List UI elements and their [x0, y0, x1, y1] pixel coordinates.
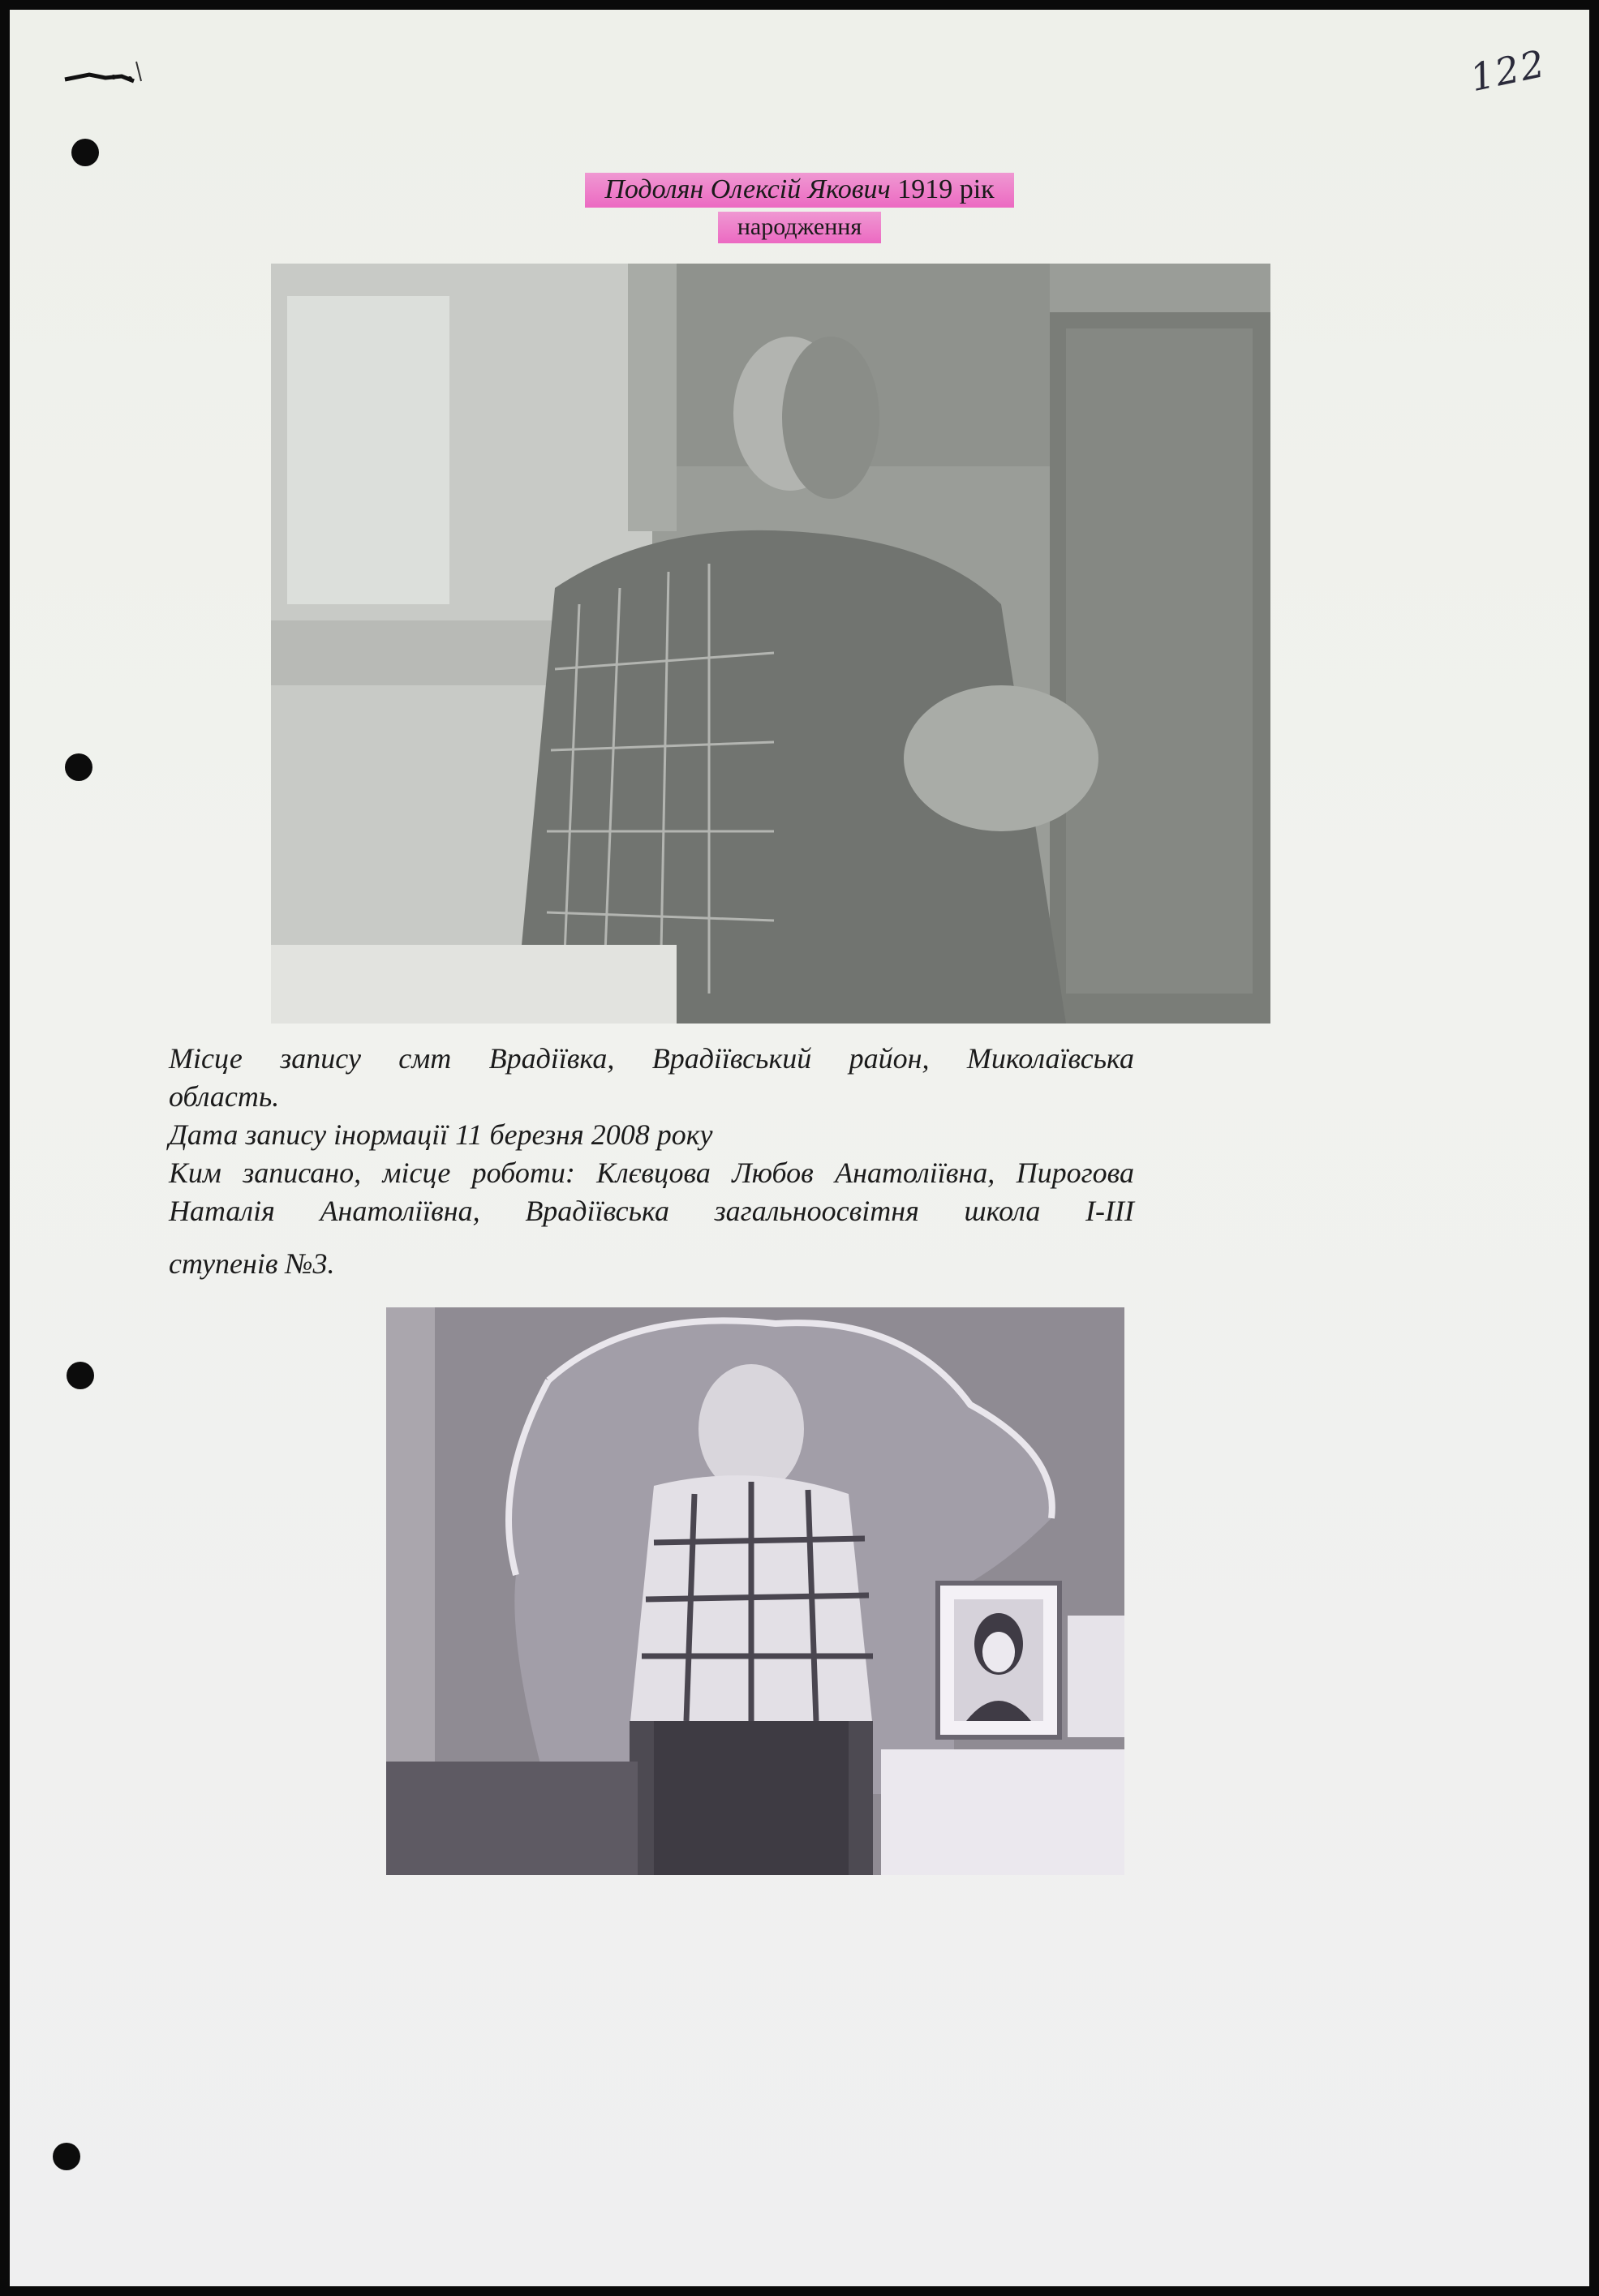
- recorded-line-2: Наталія Анатоліївна, Врадіївська загальноосвітня школа І-ІІІ: [169, 1195, 1134, 1227]
- portrait-photo-standing: [386, 1307, 1124, 1875]
- recorded-line-1: Ким записано, місце роботи: Клєвцова Любов Анатоліївна, Пирогова: [169, 1157, 1134, 1189]
- punch-hole-icon: [71, 139, 99, 166]
- birth-year: 1919 рік: [897, 174, 995, 204]
- portrait-photo-seated: [271, 264, 1270, 1024]
- heading-line-1: [10, 174, 1589, 205]
- document-page: [10, 10, 1589, 2286]
- birth-label: народження: [718, 212, 881, 243]
- punch-hole-icon: [65, 753, 92, 781]
- punch-hole-icon: [67, 1362, 94, 1389]
- record-info: [169, 1040, 1134, 1283]
- person-name: Подолян Олексій Якович: [604, 174, 891, 204]
- place-line-2: область.: [169, 1080, 280, 1113]
- recorded-line-3: ступенів №3.: [169, 1247, 335, 1280]
- page-number: 122: [1466, 41, 1550, 101]
- date-line: Дата запису інормації 11 березня 2008 року: [169, 1118, 713, 1151]
- place-line-1: Місце запису смт Врадіївка, Врадіївський район, Миколаївська: [169, 1042, 1134, 1075]
- corner-ink-mark: [57, 57, 162, 89]
- heading-line-2: [10, 213, 1589, 241]
- punch-hole-icon: [53, 2143, 80, 2170]
